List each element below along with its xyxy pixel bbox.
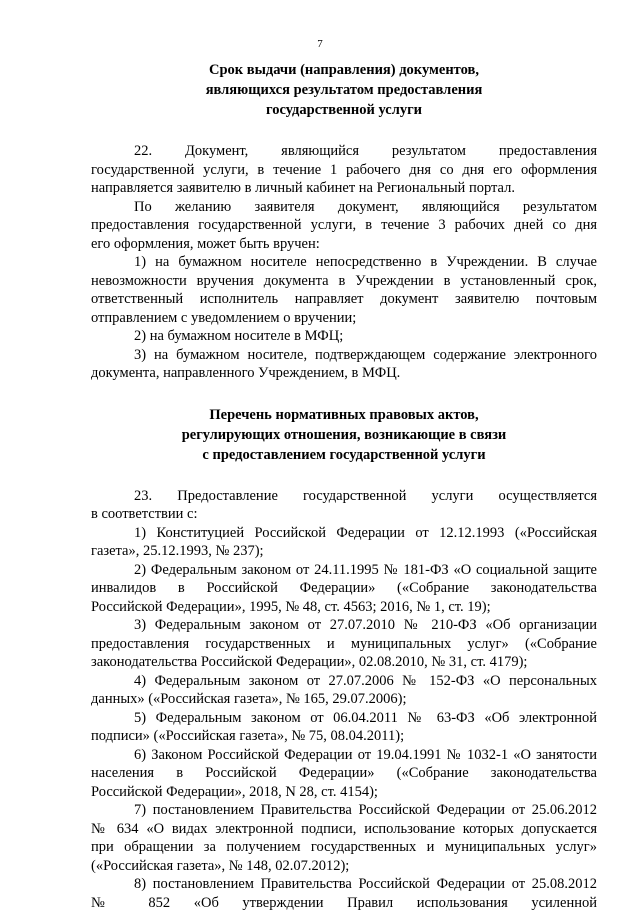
text-line: 2) Федеральным законом от 24.11.1995 № 181-ФЗ «О социальной защите	[91, 561, 597, 580]
text-line: населения в Российской Федерации» («Собрание законодательства	[91, 764, 597, 783]
text-line: предоставления государственной услуги, в течение 3 рабочих дней со дня	[91, 216, 597, 235]
list-item-2	[91, 327, 597, 346]
legal-act-6	[91, 746, 597, 802]
text-line: его оформления, может быть вручен:	[91, 235, 597, 254]
text-line: 8) постановлением Правительства Российской Федерации от 25.08.2012	[91, 875, 597, 894]
legal-act-8	[91, 875, 597, 912]
text-line: № 634 «О видах электронной подписи, использование которых допускается	[91, 820, 597, 839]
section-heading-legal-acts	[91, 405, 597, 465]
text-line: газета», 25.12.1993, № 237);	[91, 542, 597, 561]
text-line: документа, направленного Учреждением, в МФЦ.	[91, 364, 597, 383]
paragraph-23	[91, 487, 597, 524]
heading-line: Перечень нормативных правовых актов,	[91, 405, 597, 425]
text-line: направляется заявителю в личный кабинет на Региональный портал.	[91, 179, 597, 198]
text-line: в соответствии с:	[91, 505, 597, 524]
text-line: 1) на бумажном носителе непосредственно в Учреждении. В случае	[91, 253, 597, 272]
heading-line: с предоставлением государственной услуги	[91, 445, 597, 465]
text-line: Российской Федерации», 2018, N 28, ст. 4154);	[91, 783, 597, 802]
legal-act-7	[91, 801, 597, 875]
legal-act-2	[91, 561, 597, 617]
text-line: 1) Конституцией Российской Федерации от 12.12.1993 («Российская	[91, 524, 597, 543]
heading-line: регулирующих отношения, возникающие в связи	[91, 425, 597, 445]
text-line: ответственный исполнитель направляет документ заявителю почтовым	[91, 290, 597, 309]
text-line: инвалидов в Российской Федерации» («Собрание законодательства	[91, 579, 597, 598]
text-line: данных» («Российская газета», № 165, 29.07.2006);	[91, 690, 597, 709]
text-line: Российской Федерации», 1995, № 48, ст. 4563; 2016, № 1, ст. 19);	[91, 598, 597, 617]
list-item-1	[91, 253, 597, 327]
text-line: законодательства Российской Федерации», 02.08.2010, № 31, ст. 4179);	[91, 653, 597, 672]
text-line: 6) Законом Российской Федерации от 19.04.1991 № 1032-1 «О занятости	[91, 746, 597, 765]
text-line: подписи» («Российская газета», № 75, 08.04.2011);	[91, 727, 597, 746]
heading-line: являющихся результатом предоставления	[91, 80, 597, 100]
legal-act-5	[91, 709, 597, 746]
text-line: («Российская газета», № 148, 02.07.2012);	[91, 857, 597, 876]
text-line: государственной услуги, в течение 1 рабочего дня со дня его оформления	[91, 161, 597, 180]
text-line: 4) Федеральным законом от 27.07.2006 № 152-ФЗ «О персональных	[91, 672, 597, 691]
legal-act-1	[91, 524, 597, 561]
legal-act-4	[91, 672, 597, 709]
paragraph-delivery-options	[91, 198, 597, 254]
text-line: № 852 «Об утверждении Правил использования усиленной	[91, 894, 597, 912]
text-line: предоставления государственных и муниципальных услуг» («Собрание	[91, 635, 597, 654]
paragraph-22	[91, 142, 597, 198]
heading-line: государственной услуги	[91, 100, 597, 120]
heading-line: Срок выдачи (направления) документов,	[91, 60, 597, 80]
page-number: 7	[0, 38, 640, 50]
text-line: 7) постановлением Правительства Российской Федерации от 25.06.2012	[91, 801, 597, 820]
text-line: 23. Предоставление государственной услуги осуществляется	[91, 487, 597, 506]
legal-act-3	[91, 616, 597, 672]
section-heading-issuance-deadline	[91, 60, 597, 120]
text-line: По желанию заявителя документ, являющийся результатом	[91, 198, 597, 217]
text-line: невозможности вручения документа в Учреждении в установленный срок,	[91, 272, 597, 291]
page-content	[91, 60, 597, 912]
text-line: при обращении за получением государственных и муниципальных услуг»	[91, 838, 597, 857]
text-line: 3) на бумажном носителе, подтверждающем содержание электронного	[91, 346, 597, 365]
text-line: 3) Федеральным законом от 27.07.2010 № 210-ФЗ «Об организации	[91, 616, 597, 635]
text-line: отправлением с уведомлением о вручении;	[91, 309, 597, 328]
text-line: 22. Документ, являющийся результатом предоставления	[91, 142, 597, 161]
text-line: 2) на бумажном носителе в МФЦ;	[91, 327, 597, 346]
list-item-3	[91, 346, 597, 383]
text-line: 5) Федеральным законом от 06.04.2011 № 63-ФЗ «Об электронной	[91, 709, 597, 728]
